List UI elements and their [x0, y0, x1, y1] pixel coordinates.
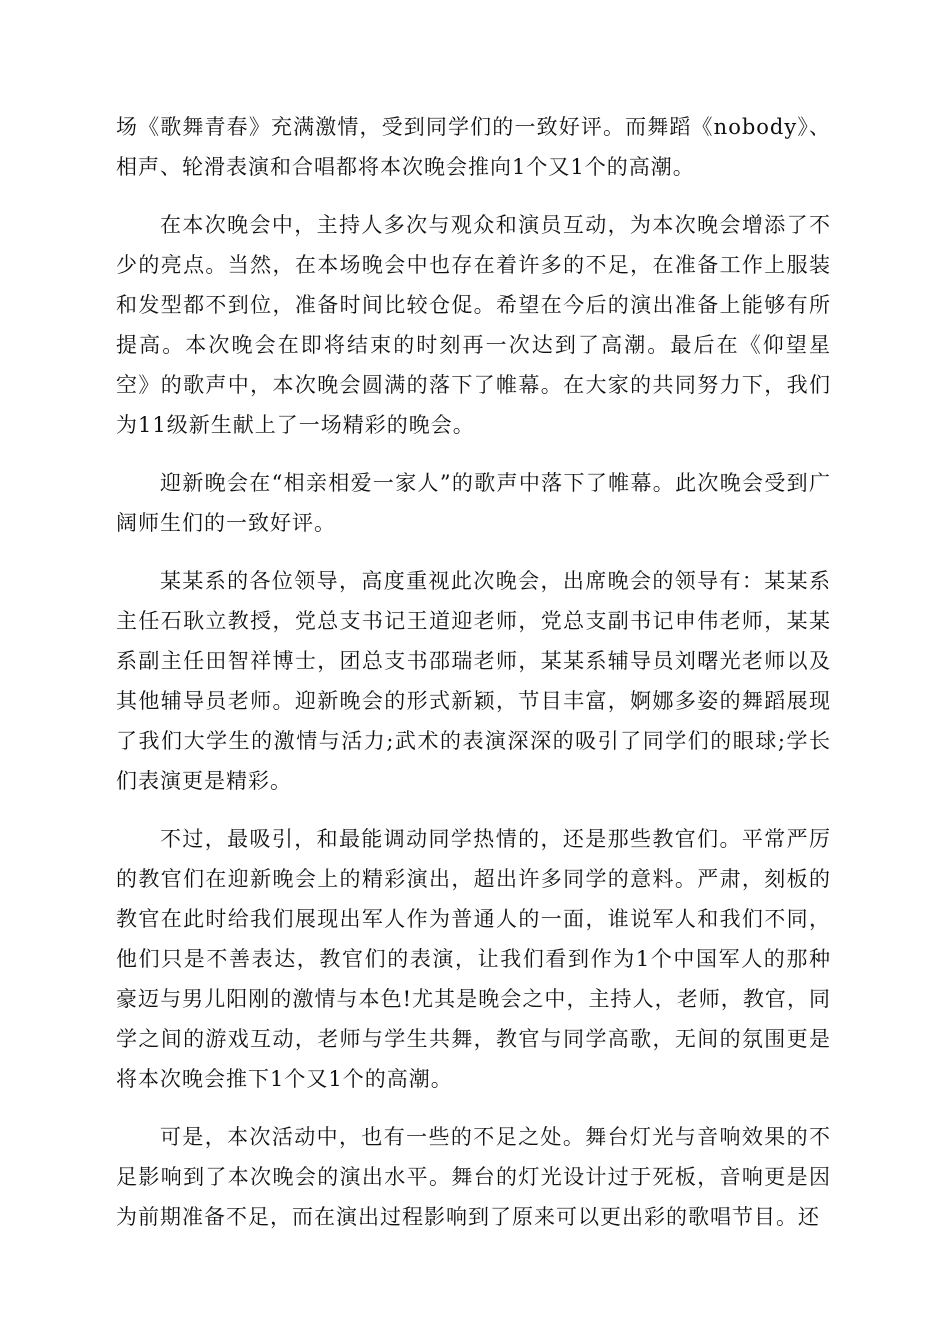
paragraph-4: 某某系的各位领导，高度重视此次晚会，出席晚会的领导有：某某系主任石耿立教授，党总支书记王道迎老师，党总支副书记申伟老师，某某系副主任田智祥博士，团总支书邵瑞老师，某某系辅导员刘曙光老师以及其他辅导员老师。迎新晚会的形式新颖，节目丰富，婀娜多姿的舞蹈展现了我们大学生的激情与活力;武术的表演深深的吸引了同学们的眼球;学长们表演更是精彩。	[116, 569, 831, 793]
document-body	[116, 107, 831, 1255]
paragraph-2: 在本次晚会中，主持人多次与观众和演员互动，为本次晚会增添了不少的亮点。当然，在本场晚会中也存在着许多的不足，在准备工作上服装和发型都不到位，准备时间比较仓促。希望在今后的演出准备上能够有所提高。本次晚会在即将结束的时刻再一次达到了高潮。最后在《仰望星空》的歌声中，本次晚会圆满的落下了帷幕。在大家的共同努力下，我们为11级新生献上了一场精彩的晚会。	[116, 213, 831, 437]
paragraph-6: 可是，本次活动中，也有一些的不足之处。舞台灯光与音响效果的不足影响到了本次晚会的演出水平。舞台的灯光设计过于死板，音响更是因为前期准备不足，而在演出过程影响到了原来可以更出彩的歌唱节目。还	[116, 1125, 831, 1229]
paragraph-3: 迎新晚会在“相亲相爱一家人”的歌声中落下了帷幕。此次晚会受到广阔师生们的一致好评。	[116, 471, 831, 535]
paragraph-5: 不过，最吸引，和最能调动同学热情的，还是那些教官们。平常严厉的教官们在迎新晚会上的精彩演出，超出许多同学的意料。严肃，刻板的教官在此时给我们展现出军人作为普通人的一面，谁说军人和我们不同，他们只是不善表达，教官们的表演，让我们看到作为1个中国军人的那种豪迈与男儿阳刚的激情与本色!尤其是晚会之中，主持人，老师，教官，同学之间的游戏互动，老师与学生共舞，教官与同学高歌，无间的氛围更是将本次晚会推下1个又1个的高潮。	[116, 827, 831, 1091]
paragraph-1: 场《歌舞青春》充满激情，受到同学们的一致好评。而舞蹈《nobody》、相声、轮滑表演和合唱都将本次晚会推向1个又1个的高潮。	[116, 115, 831, 179]
